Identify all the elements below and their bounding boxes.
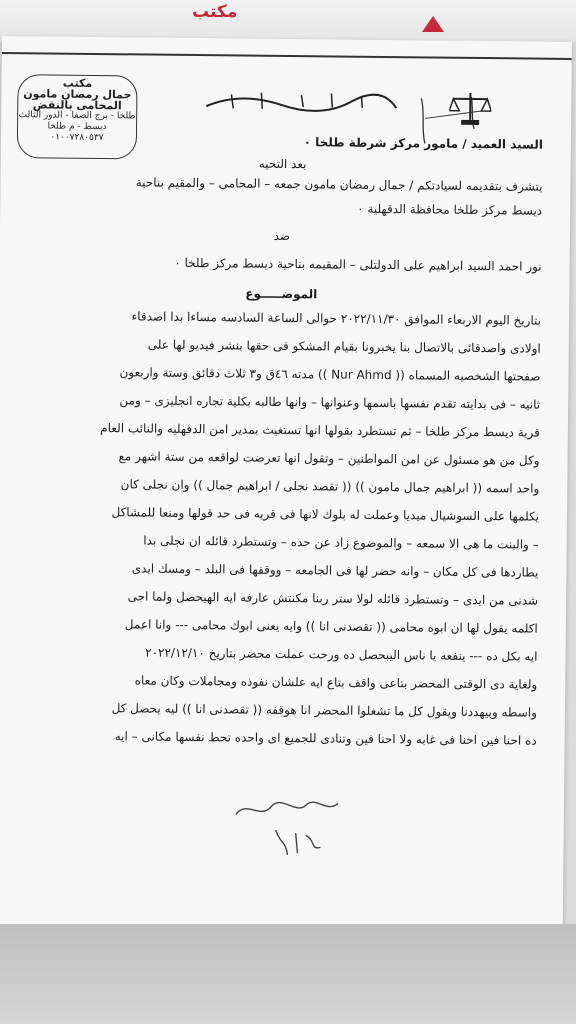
against-label: ضد — [273, 228, 291, 244]
body-line: ولغاية دى الوقتى المحضر بتاعى واقف بتاع ايه علشان نفوذه ومجاملات وكان معاه — [134, 673, 538, 692]
handwritten-signature — [225, 794, 346, 865]
body-line: وكل من هو مسئول عن امن المواطنين – وتقول انها تعرضت لواقعه من ستة اشهر مع — [118, 449, 540, 468]
body-line: صفحتها الشخصيه المسماه (( Nur Ahmd )) مدته ٤٦ق و٣ ثلاث دقائق وستة واربعون — [119, 365, 541, 384]
body-line: ده احنا فين احنا فى غابه ولا احنا فين وتنادى للجميع اى واحده تحط نفسها مكانى – ايه — [114, 729, 537, 748]
body-line: اولادى واصدقائى بالاتصال بنا يخبرونا بقيام المشكو فى حقها بنشر فيديو لها على — [147, 337, 541, 356]
addressee: السيد العميد / مامور مركز شرطة طلخا ٠ — [303, 135, 543, 152]
body-line: يطاردها فى كل مكان – وانه حضر لها فى الجامعه – ووقفها فى البلد – ومسك ايدى — [131, 561, 539, 580]
basmala-calligraphy — [201, 86, 401, 118]
stamp-line-address: طلخا - برج الصفا - الدور الثالث — [18, 110, 136, 122]
intro-line-2: ديسط مركز طلخا محافظة الدقهلية ٠ — [357, 201, 543, 218]
body-line: واسطه وبيهددنا ويقول كل ما تشغلوا المحضر انا هوقفه (( تقصدنى انا )) ليه يحصل كل — [111, 701, 538, 720]
stamp-line-office: مكتب — [62, 76, 93, 90]
intro-line-1: يتشرف بتقديمه لسيادتكم / جمال رمضان مامون جمعه – المحامى – والمقيم بناحية — [135, 175, 543, 194]
stamp-line-city: ديسط - م طلخا — [47, 121, 107, 133]
body-line: يكلمها على السوشيال ميديا وعملت له بلوك لانها فى قريه فى حد قولها ومنعا للمشاكل — [111, 505, 540, 524]
body-line: بتاريخ اليوم الاربعاء الموافق ٢٠٢٢/١١/٣٠ حوالى الساعة السادسه مساءا بدا اصدقاء — [131, 309, 542, 328]
document-page — [0, 36, 572, 930]
body-line: واحد اسمه (( ابراهيم جمال مامون )) (( تقصد نجلى / ابراهيم جمال )) وان نجلى كان — [120, 477, 540, 496]
body-line: قرية ديسط مركز طلخا – ثم تستطرد بقولها انها تستغيث بمدير امن الدقهليه والنائب العام — [100, 421, 540, 440]
background-surface — [0, 924, 576, 1024]
body-line: اكلمه يقول لها ان ابوه محامى (( تقصدنى انا )) وايه يعنى ابوك محامى --- وانا اعمل — [124, 617, 538, 636]
scales-of-justice-icon — [449, 91, 491, 127]
body-line: ايه بكل ده --- ينفعه يا ناس اليبحصل ده ورحت عملت محضر بتاريخ ٢٠٢٢/١٢/١٠ — [145, 645, 538, 664]
body-line: – والبنت ما هى الا سمعه – والموضوع زاد عن حده – وتستطرد قائله ان نجلى بدا — [143, 533, 539, 552]
background-strip — [0, 0, 576, 42]
body-line: ثانيه – فى بدايته تقدم نفسها باسمها وعنوانها – وانها طالبه بكلية تجاره انجليزى – ومن — [119, 393, 541, 412]
stamp-line-phone: ٠١٠٠٧٢٨٠٥٣٧ — [50, 132, 104, 144]
top-border-line — [2, 52, 572, 60]
stamp-line-name: جمال رمضان مامون — [23, 87, 132, 102]
subject-heading: الموضـــــوع — [245, 286, 318, 302]
greeting: بعد التحيه — [258, 156, 307, 172]
office-label: مكتب — [192, 2, 238, 22]
defendant-line: نور احمد السيد ابراهيم على الدولتلى – المقيمه بناحية ديسط مركز طلخا ٠ — [174, 255, 542, 274]
body-line: شدنى من ايدى – وتستطرد قائله لولا ستر ربنا مكنتش عارفه ايه الهيحصل ولما اجى — [127, 589, 539, 608]
triangle-icon — [422, 16, 444, 32]
stamp-line-title: المحامى بالنقض — [32, 98, 122, 113]
